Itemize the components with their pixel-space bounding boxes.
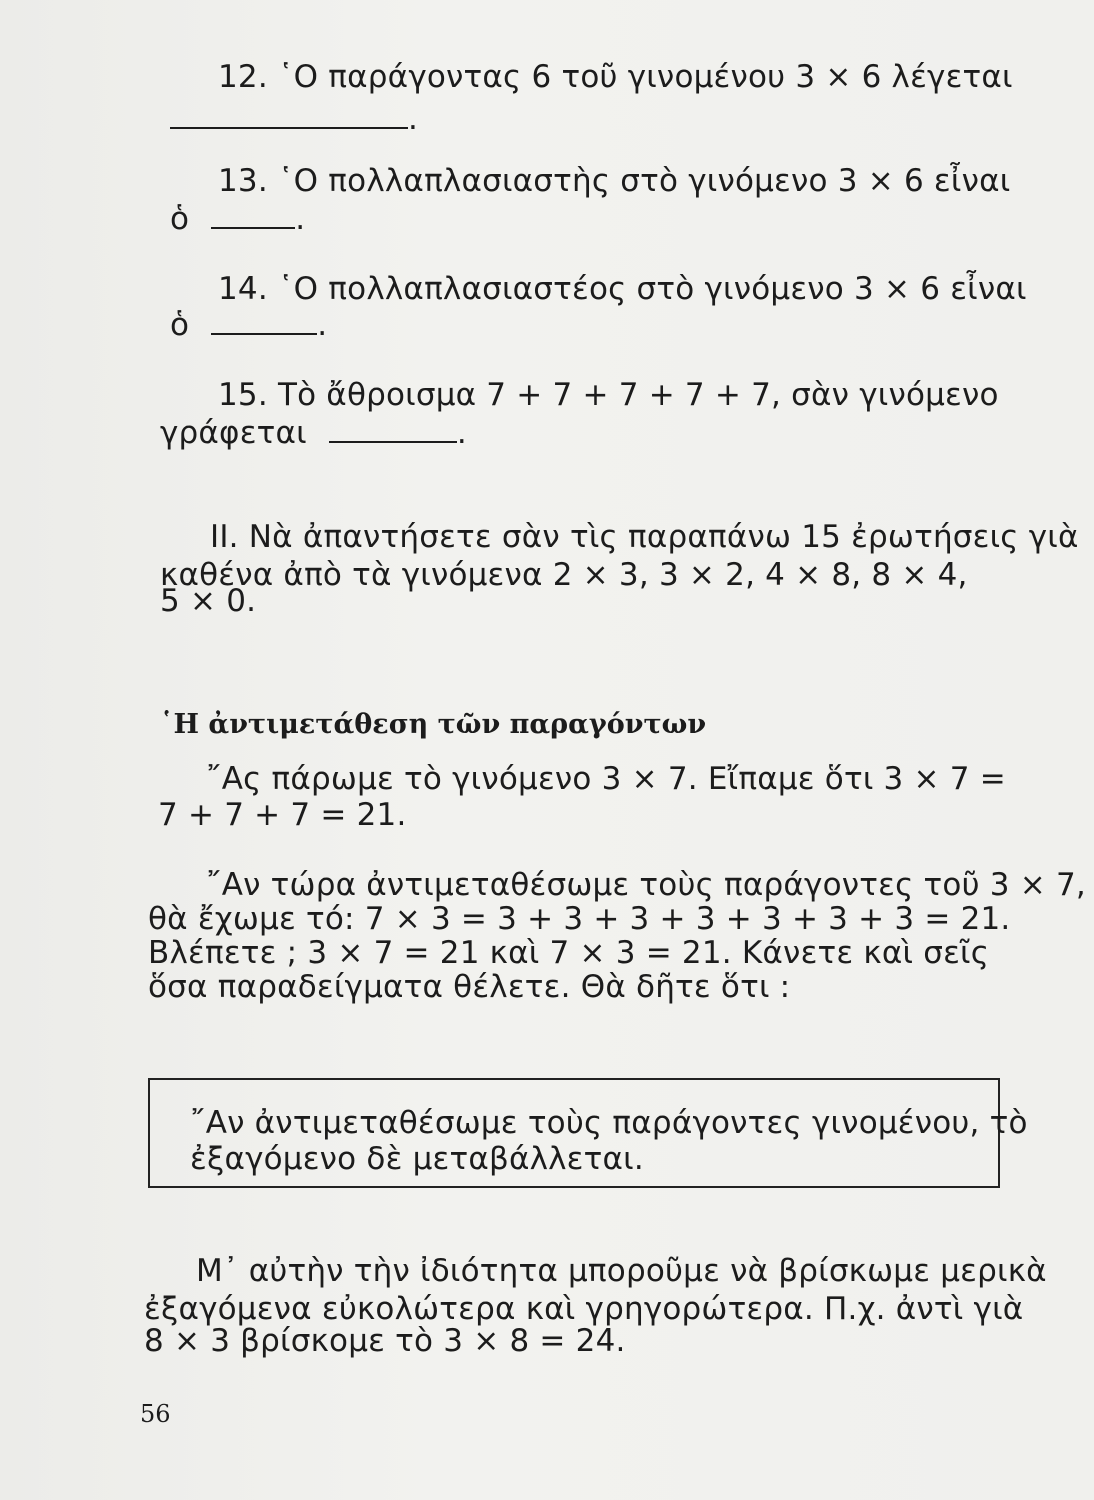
closing-line-3: 8 × 3 βρίσκομε τὸ 3 × 8 = 24. — [144, 1323, 626, 1359]
rule-line-2: ἐξαγόμενο δὲ μεταβάλλεται. — [190, 1141, 644, 1177]
question-12-text: 12. ῾Ο παράγοντας 6 τοῦ γινομένου 3 × 6 λέγεται — [218, 59, 1013, 95]
section-p2-line-2: θὰ ἔχωμε τό: 7 × 3 = 3 + 3 + 3 + 3 + 3 + 3 + 3 = 21. — [148, 901, 1011, 937]
page-number: 56 — [140, 1400, 171, 1428]
question-15-lead: γράφεται — [160, 415, 307, 451]
question-13-lead: ὁ — [170, 201, 190, 237]
part-2-line-3: 5 × 0. — [160, 583, 257, 619]
rule-line-1: ῎Αν ἀντιμεταθέσωμε τοὺς παράγοντες γινομένου, τὸ — [190, 1105, 1028, 1141]
answer-blank — [211, 311, 317, 335]
question-15-answer-line — [160, 414, 467, 452]
question-14-period: . — [317, 307, 328, 343]
question-13-answer-line — [170, 200, 305, 238]
question-14-answer-line — [170, 306, 327, 344]
section-heading: ῾Η ἀντιμετάθεση τῶν παραγόντων — [160, 709, 707, 740]
question-13-period: . — [295, 201, 306, 237]
question-12-answer-line — [170, 100, 418, 138]
question-14-lead: ὁ — [170, 307, 190, 343]
question-15-text: 15. Τὸ ἄθροισμα 7 + 7 + 7 + 7 + 7, σὰν γινόμενο — [218, 377, 999, 413]
answer-blank — [329, 419, 457, 443]
answer-blank — [170, 105, 408, 129]
section-p1-line-2: 7 + 7 + 7 = 21. — [158, 797, 407, 833]
answer-blank — [211, 205, 295, 229]
question-14-text: 14. ῾Ο πολλαπλασιαστέος στὸ γινόμενο 3 × 6 εἶναι — [218, 271, 1027, 307]
section-p2-line-4: ὅσα παραδείγματα θέλετε. Θὰ δῆτε ὅτι : — [148, 969, 791, 1005]
part-2-line-2: καθένα ἀπὸ τὰ γινόμενα 2 × 3, 3 × 2, 4 × 8, 8 × 4, — [160, 557, 968, 593]
part-2-line-1: ΙΙ. Νὰ ἀπαντήσετε σὰν τὶς παραπάνω 15 ἐρωτήσεις γιὰ — [210, 519, 1079, 555]
closing-line-1: Μ᾽ αὐτὴν τὴν ἰδιότητα μποροῦμε νὰ βρίσκωμε μερικὰ — [196, 1253, 1047, 1289]
section-p2-line-3: Βλέπετε ; 3 × 7 = 21 καὶ 7 × 3 = 21. Κάνετε καὶ σεῖς — [148, 935, 990, 971]
closing-line-2: ἐξαγόμενα εὐκολώτερα καὶ γρηγορώτερα. Π.χ. ἀντὶ γιὰ — [144, 1291, 1024, 1327]
question-13-text: 13. ῾Ο πολλαπλασιαστὴς στὸ γινόμενο 3 × 6 εἶναι — [218, 163, 1011, 199]
question-12-period: . — [408, 101, 419, 137]
question-15-period: . — [456, 415, 467, 451]
section-p1-line-1: ῎Ας πάρωμε τὸ γινόμενο 3 × 7. Εἴπαμε ὅτι 3 × 7 = — [206, 761, 1006, 797]
section-p2-line-1: ῎Αν τώρα ἀντιμεταθέσωμε τοὺς παράγοντες τοῦ 3 × 7, — [206, 867, 1086, 903]
